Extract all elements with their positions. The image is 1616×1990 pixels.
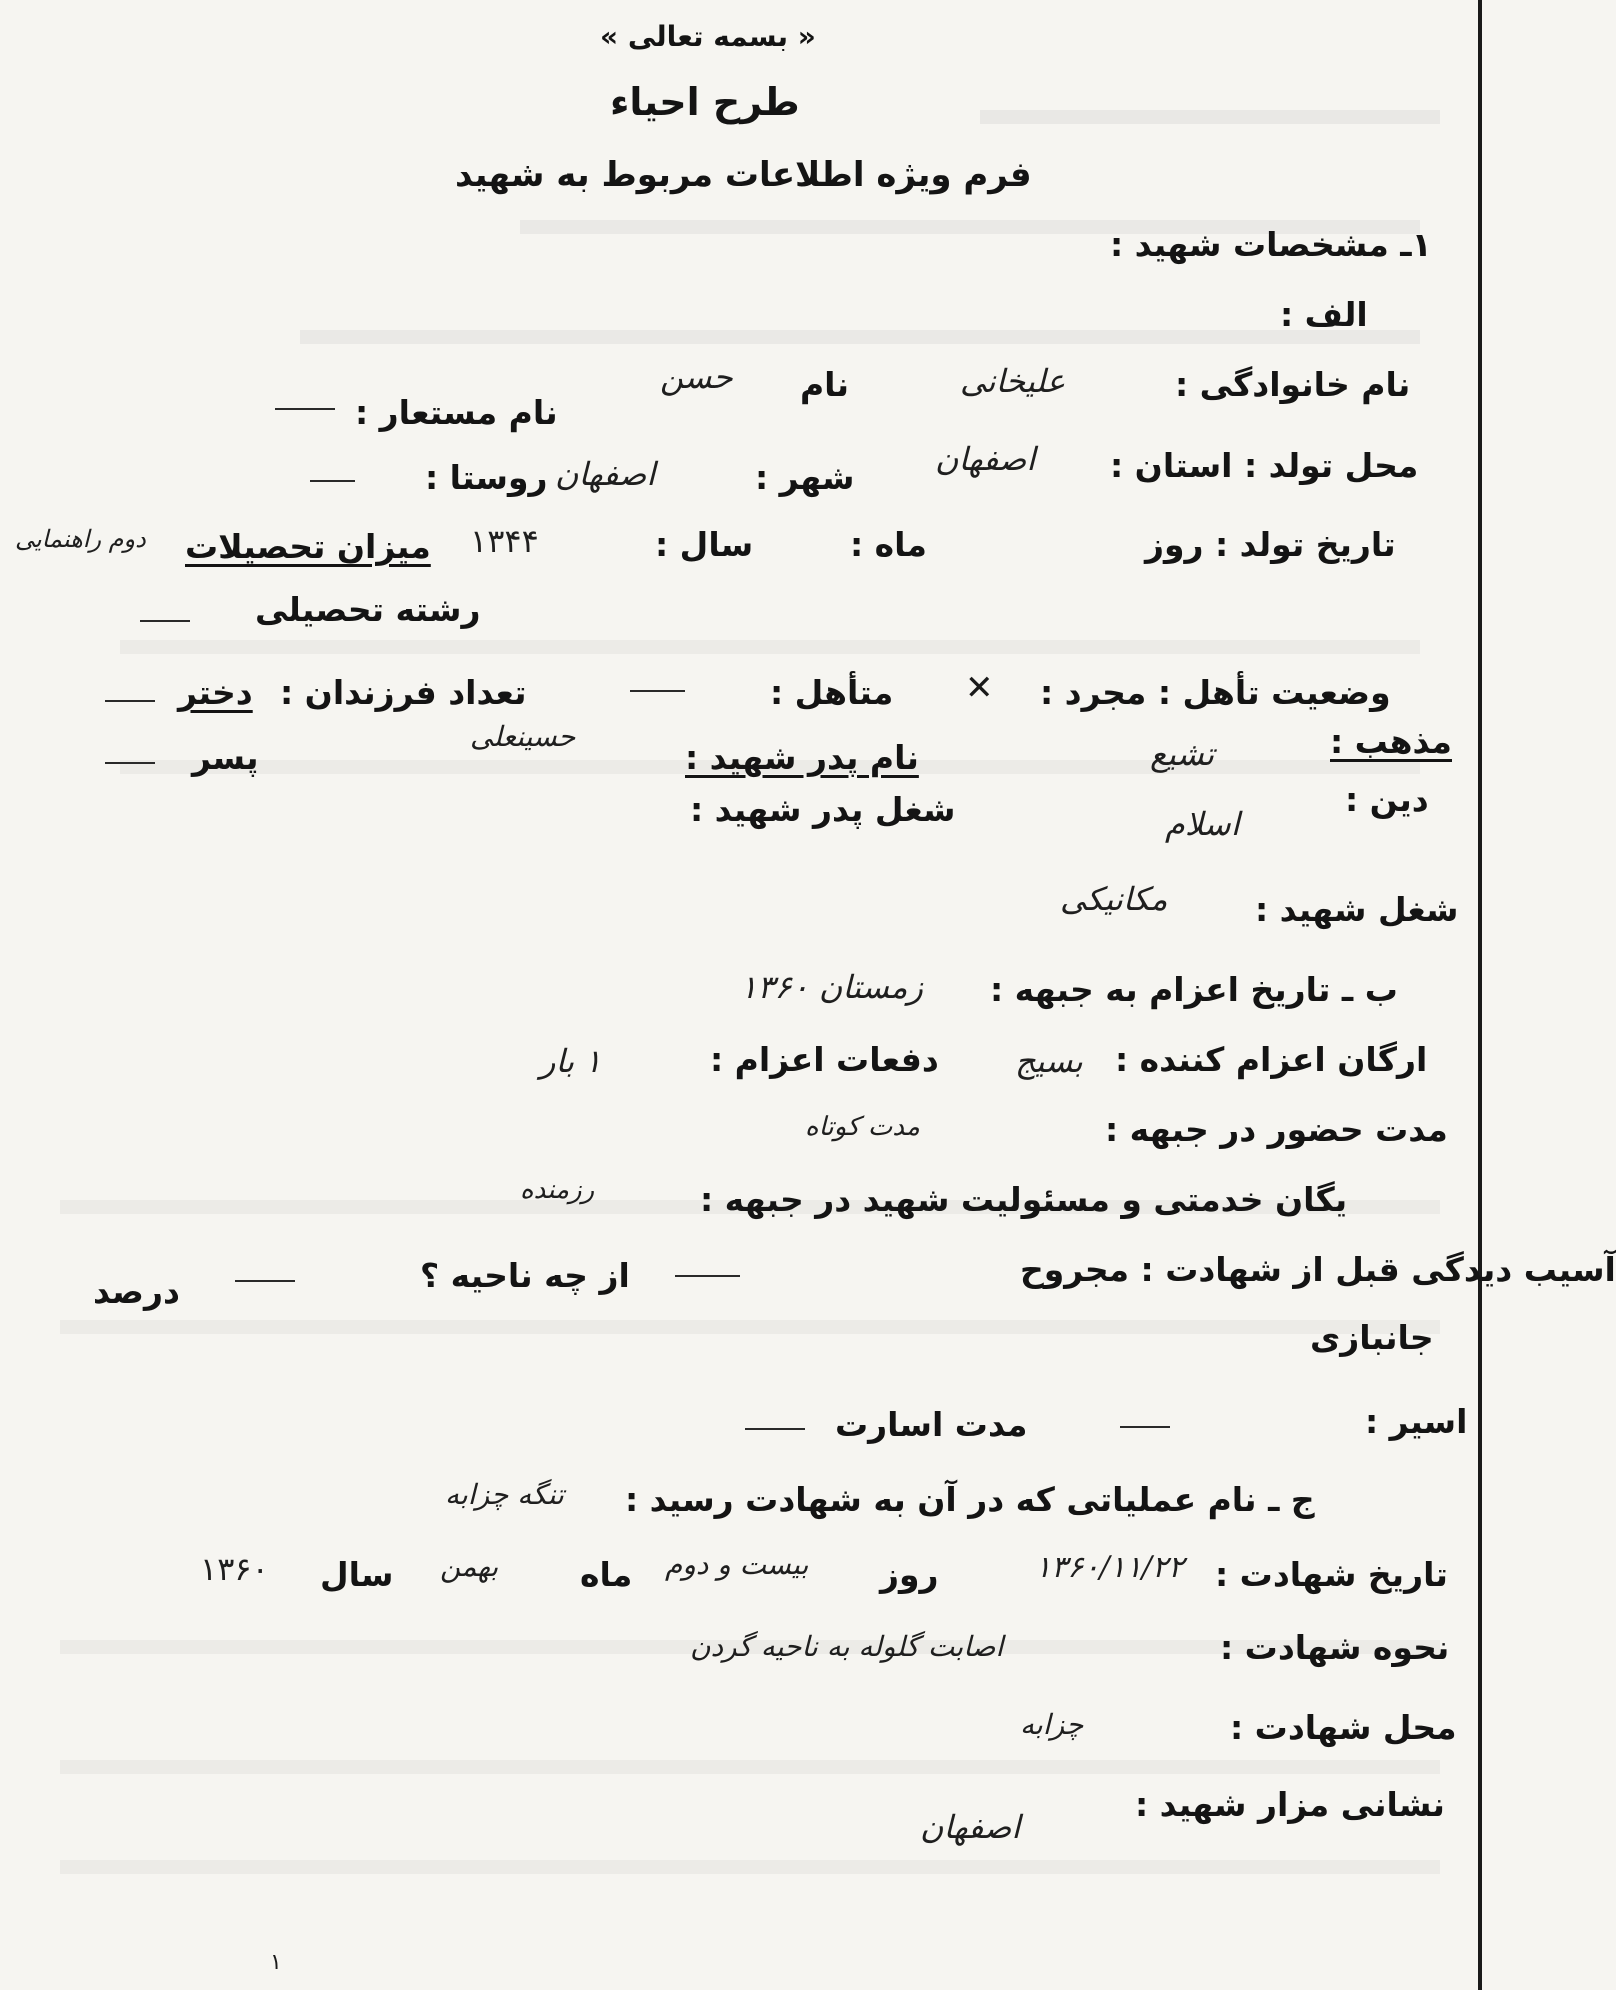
operation-label: ج ـ نام عملیاتی که در آن به شهادت رسید :	[625, 1480, 1315, 1519]
captive-blank	[1120, 1426, 1170, 1428]
education-value: دوم راهنمایی	[15, 525, 146, 553]
manner-value: اصابت گلوله به ناحیه گردن	[690, 1630, 1004, 1663]
alias-blank	[275, 408, 335, 410]
birth-year-value: ۱۳۴۴	[470, 522, 539, 560]
unit-value: رزمنده	[520, 1175, 595, 1205]
religion-label: دین :	[1345, 780, 1429, 819]
veteran-label: جانبازی	[1310, 1318, 1434, 1357]
place-value: چزابه	[1020, 1708, 1084, 1741]
village-label: روستا :	[425, 458, 548, 497]
page-number: ۱	[270, 1950, 282, 1975]
injury-blank	[675, 1275, 740, 1277]
martyrdom-day-label: روز	[880, 1555, 939, 1594]
family-name-value: علیخانی	[960, 362, 1066, 400]
single-mark: ✕	[965, 668, 994, 708]
first-name-label: نام	[800, 365, 849, 404]
grave-label: نشانی مزار شهید :	[1135, 1785, 1445, 1824]
married-label: متأهل :	[770, 673, 894, 712]
city-value: اصفهان	[555, 455, 656, 493]
martyrdom-day-value: بیست و دوم	[665, 1548, 809, 1581]
martyrdom-year-value: ۱۳۶۰	[200, 1550, 269, 1588]
org-label: ارگان اعزام کننده :	[1115, 1040, 1428, 1079]
martyrdom-month-value: بهمن	[440, 1550, 499, 1583]
job-label: شغل شهید :	[1255, 890, 1459, 929]
father-name-label: نام پدر شهید :	[685, 738, 919, 777]
place-label: محل شهادت :	[1230, 1708, 1457, 1747]
front-duration-label: مدت حضور در جبهه :	[1105, 1110, 1448, 1149]
province-value: اصفهان	[935, 440, 1036, 478]
father-job-label: شغل پدر شهید :	[690, 790, 956, 829]
dispatch-count-value: ۱ بار	[540, 1042, 602, 1080]
son-label: پسر	[192, 738, 259, 777]
father-name-value: حسینعلی	[470, 720, 576, 753]
section1-heading: ۱ـ مشخصات شهید :	[1110, 225, 1432, 264]
sect-label: مذهب :	[1330, 722, 1452, 761]
grave-value: اصفهان	[920, 1808, 1021, 1846]
form-title: فرم ویژه اطلاعات مربوط به شهید	[455, 155, 1032, 195]
daughter-blank	[105, 700, 155, 702]
dispatch-count-label: دفعات اعزام :	[710, 1040, 939, 1079]
field-blank	[140, 620, 190, 622]
birth-year-label: سال :	[655, 525, 754, 564]
children-label: تعداد فرزندان :	[280, 673, 527, 712]
front-duration-value: مدت کوتاه	[805, 1112, 920, 1142]
job-value: مکانیکی	[1060, 880, 1168, 918]
which-area-blank	[235, 1280, 295, 1282]
invocation: « بسمه تعالی »	[600, 20, 816, 53]
family-name-label: نام خانوادگی :	[1175, 365, 1411, 404]
which-area-label: از چه ناحیه ؟	[420, 1256, 630, 1295]
martyrdom-month-label: ماه	[580, 1555, 633, 1594]
alias-label: نام مستعار :	[355, 393, 558, 432]
daughter-label: دختر	[178, 673, 253, 712]
marital-label: وضعیت تأهل : مجرد :	[1040, 673, 1391, 712]
village-blank	[310, 480, 355, 482]
dispatch-date-label: ب ـ تاریخ اعزام به جبهه :	[990, 970, 1398, 1009]
martyrdom-date-label: تاریخ شهادت :	[1215, 1555, 1448, 1594]
martyrdom-year-label: سال	[320, 1555, 394, 1594]
birthplace-label: محل تولد : استان :	[1110, 446, 1419, 485]
captive-duration-blank	[745, 1428, 805, 1430]
captive-duration-label: مدت اسارت	[835, 1405, 1028, 1444]
captive-label: اسیر :	[1365, 1402, 1468, 1441]
birthdate-label: تاریخ تولد : روز	[1145, 525, 1396, 564]
religion-value: اسلام	[1165, 805, 1240, 843]
org-value: بسیج	[1015, 1042, 1083, 1080]
project-title: طرح احیاء	[610, 80, 800, 124]
operation-value: تنگه چزابه	[445, 1478, 564, 1511]
field-label: رشته تحصیلی	[255, 590, 481, 629]
dispatch-date-value: زمستان ۱۳۶۰	[740, 968, 923, 1006]
birth-month-label: ماه :	[850, 525, 927, 564]
education-label: میزان تحصیلات	[185, 527, 431, 566]
sect-value: تشیع	[1150, 735, 1215, 773]
city-label: شهر :	[755, 458, 855, 497]
manner-label: نحوه شهادت :	[1220, 1628, 1450, 1667]
first-name-value: حسن	[660, 358, 733, 396]
percent-label: درصد	[93, 1272, 180, 1311]
son-blank	[105, 762, 155, 764]
married-blank	[630, 690, 685, 692]
injury-label: آسیب دیدگی قبل از شهادت : مجروح	[1020, 1250, 1616, 1289]
martyrdom-date-value: ۱۳۶۰/۱۱/۲۲	[1035, 1550, 1185, 1585]
part-a-label: الف :	[1280, 295, 1368, 334]
unit-label: یگان خدمتی و مسئولیت شهید در جبهه :	[700, 1180, 1348, 1219]
